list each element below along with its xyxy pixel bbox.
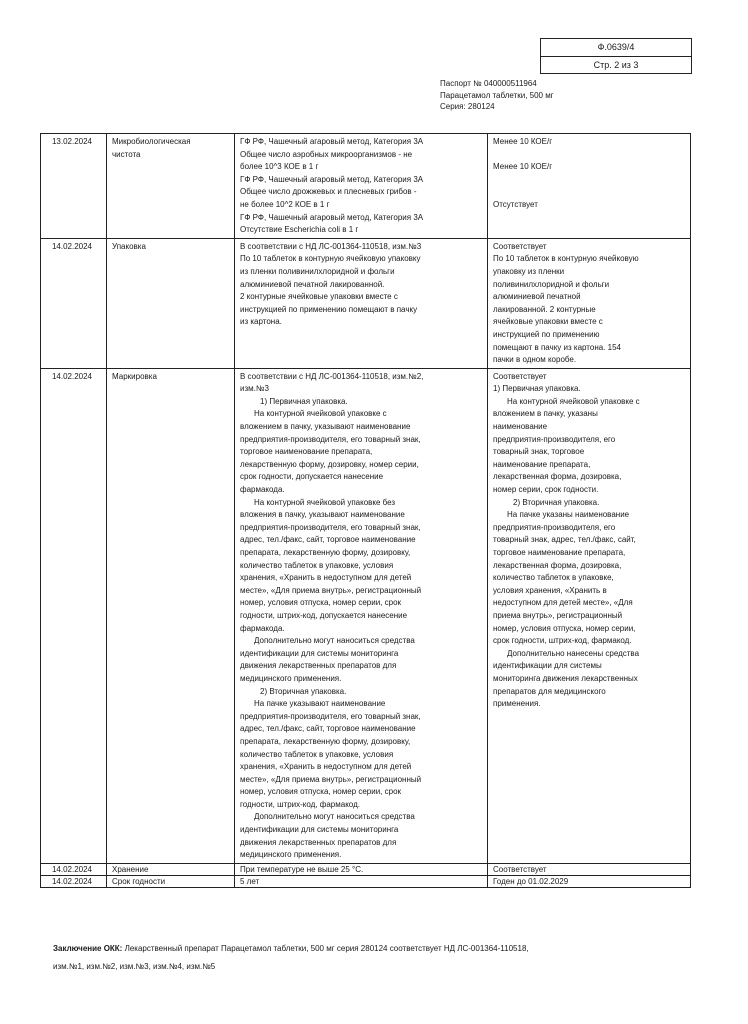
series-number: Серия: 280124	[440, 102, 495, 111]
table-row	[41, 875, 691, 887]
row-indicator: Маркировка	[107, 368, 235, 863]
row-date: 14.02.2024	[41, 875, 107, 887]
passport-number: Паспорт № 040000511964	[440, 79, 537, 88]
row-requirement: При температуре не выше 25 °С.	[235, 863, 488, 875]
table-row	[41, 134, 691, 239]
table-row	[41, 238, 691, 368]
row-result: Соответствует 1) Первичная упаковка. На контурной ячейковой упаковке с вложением в пачку, указаны наименование предприятия-производителя, его товарный знак, торговое наименование препарата, лекарственная форма, дозировка, номер серии, срок годности. 2) Вторичная упаковка. На пачке указаны наименование предприятия-производителя, его товарный знак, адрес, тел./факс, сайт, торговое наименование препарата, лекарственная форма, дозировка, количество таблеток в упаковке, условия хранения, «Хранить в недоступном для детей месте», «Для приема внутрь», регистрационный номер, условия отпуска, номер серии, срок годности, штрих-код, фармакод. Дополнительно нанесены средства идентификации для системы мониторинга движения лекарственных препаратов для медицинского применения.	[488, 368, 691, 863]
conclusion	[53, 940, 693, 976]
conclusion-text-cont: изм.№1, изм.№2, изм.№3, изм.№4, изм.№5	[53, 962, 216, 971]
row-date: 14.02.2024	[41, 863, 107, 875]
row-result: Менее 10 КОЕ/г Менее 10 КОЕ/г Отсутствует	[488, 134, 691, 239]
table-row	[41, 863, 691, 875]
row-indicator: Упаковка	[107, 238, 235, 368]
page-number: Стр. 2 из 3	[593, 60, 639, 70]
test-results-table	[40, 133, 691, 888]
form-code: Ф.0639/4	[541, 39, 691, 57]
row-requirement: ГФ РФ, Чашечный агаровый метод, Категория 3А Общее число аэробных микроорганизмов - не более 10^3 КОЕ в 1 г ГФ РФ, Чашечный агаровый метод, Категория 3А Общее число дрожжевых и плесневых грибов - не более 10^2 КОЕ в 1 г ГФ РФ, Чашечный агаровый метод, Категория 3А Отсутствие Escherichia coli в 1 г	[235, 134, 488, 239]
product-name: Парацетамол таблетки, 500 мг	[440, 90, 554, 100]
row-requirement: 5 лет	[235, 875, 488, 887]
conclusion-text: Лекарственный препарат Парацетамол таблетки, 500 мг серия 280124 соответствует НД ЛС-001364-110518,	[124, 944, 529, 953]
row-indicator: Микробиологическая чистота	[107, 134, 235, 239]
conclusion-label: Заключение ОКК:	[53, 944, 123, 953]
row-requirement: В соответствии с НД ЛС-001364-110518, изм.№2, изм.№3 1) Первичная упаковка. На контурной ячейковой упаковке с вложением в пачку, указывают наименование предприятия-производителя, его товарный знак, торговое наименование препарата, лекарственную форму, дозировку, номер серии, срок годности, допускается нанесение фармакода. На контурной ячейковой упаковке без вложения в пачку, указывают наименование предприятия-производителя, его товарный знак, адрес, тел./факс, сайт, торговое наименование препарата, лекарственную форму, дозировку, количество таблеток в упаковке, условия хранения, «Хранить в недоступном для детей месте», «Для приема внутрь», регистрационный номер, условия отпуска, номер серии, срок годности, штрих-код, допускается нанесение фармакода. Дополнительно могут наноситься средства идентификации для системы мониторинга движения лекарственных препаратов для медицинского применения. 2) Вторичная упаковка. На пачке указывают наименование предприятия-производителя, его товарный знак, адрес, тел./факс, сайт, торговое наименование препарата, лекарственную форму, дозировку, количество таблеток в упаковке, условия хранения, «Хранить в недоступном для детей месте», «Для приема внутрь», регистрационный номер, условия отпуска, номер серии, срок годности, штрих-код, фармакод. Дополнительно могут наноситься средства идентификации для системы мониторинга движения лекарственных препаратов для медицинского применения.	[235, 368, 488, 863]
row-requirement: В соответствии с НД ЛС-001364-110518, изм.№3 По 10 таблеток в контурную ячейковую упаковку из пленки поливинилхлоридной и фольги алюминиевой печатной лакированной. 2 контурные ячейковые упаковки вместе с инструкцией по применению помещают в пачку из картона.	[235, 238, 488, 368]
table-row	[41, 368, 691, 863]
row-result: Соответствует	[488, 863, 691, 875]
row-result: Соответствует По 10 таблеток в контурную ячейковую упаковку из пленки поливинилхлоридной и фольги алюминиевой печатной лакированной. 2 контурные ячейковые упаковки вместе с инструкцией по применению помещают в пачку из картона. 154 пачки в одном коробе.	[488, 238, 691, 368]
row-indicator: Срок годности	[107, 875, 235, 887]
passport-header	[440, 78, 554, 113]
row-indicator: Хранение	[107, 863, 235, 875]
row-date: 14.02.2024	[41, 368, 107, 863]
row-date: 13.02.2024	[41, 134, 107, 239]
row-result: Годен до 01.02.2029	[488, 875, 691, 887]
row-date: 14.02.2024	[41, 238, 107, 368]
form-code-box	[540, 38, 692, 74]
